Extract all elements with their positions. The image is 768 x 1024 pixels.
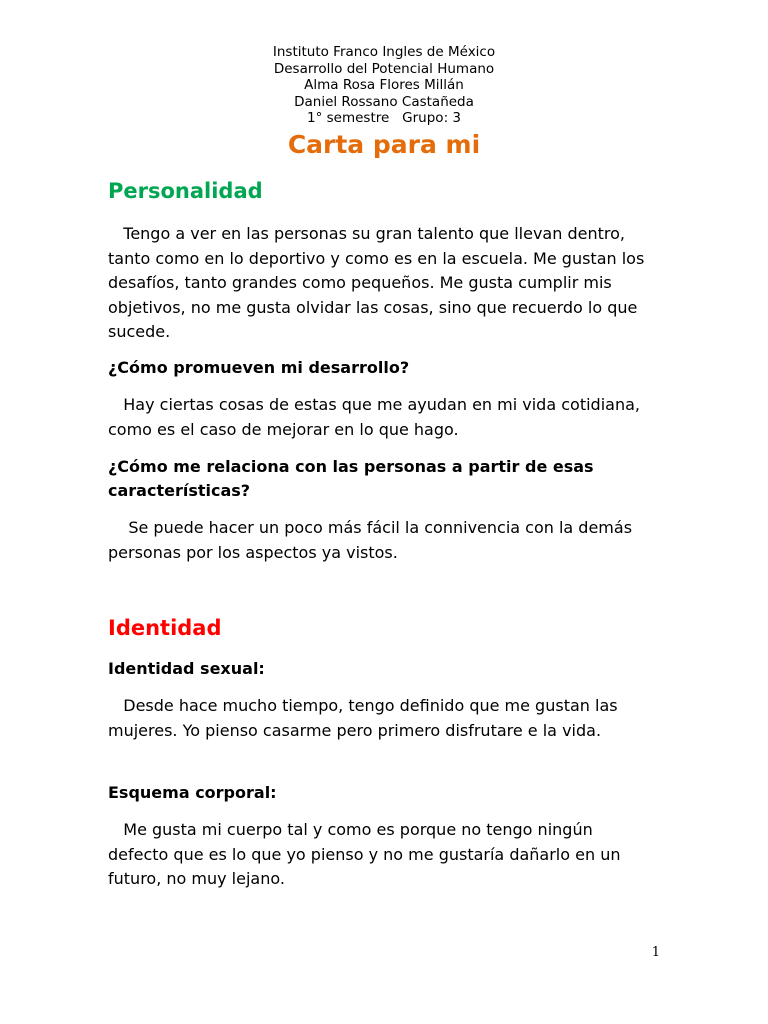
subheading-esquema-corporal: Esquema corporal: (108, 783, 277, 802)
page-number: 1 (651, 945, 660, 960)
student-name: Daniel Rossano Castañeda (294, 93, 474, 110)
question-relaciona: ¿Cómo me relaciona con las personas a partir de esas características? (108, 457, 594, 500)
paragraph-identidad-sexual: Desde hace mucho tiempo, tengo definido que me gustan las mujeres. Yo pienso casarme pero primero disfrutare e la vida. (108, 696, 623, 740)
subheading-identidad-sexual: Identidad sexual: (108, 659, 265, 678)
paragraph-relaciona: Se puede hacer un poco más fácil la connivencia con la demás personas por los aspectos ya vistos. (108, 518, 638, 562)
document-header (0, 44, 768, 127)
paragraph-desarrollo: Hay ciertas cosas de estas que me ayudan en mi vida cotidiana, como es el caso de mejorar en lo que hago. (108, 395, 646, 439)
institution-name: Instituto Franco Ingles de México (272, 44, 496, 60)
question-desarrollo: ¿Cómo promueven mi desarrollo? (108, 358, 410, 377)
section-heading-identidad: Identidad (108, 616, 222, 640)
semester-group: 1° semestre Grupo: 3 (306, 110, 461, 126)
paragraph-personalidad-intro: Tengo a ver en las personas su gran talento que llevan dentro, tanto como en lo deportivo y como es en la escuela. Me gustan los desafíos, tanto grandes como pequeños. Me gusta cumplir mis objetivos, no me gusta olvidar las cosas, sino que recuerdo lo que sucede. (108, 224, 650, 341)
course-name: Desarrollo del Potencial Humano (273, 60, 495, 77)
section-heading-personalidad: Personalidad (108, 179, 263, 203)
teacher-name: Alma Rosa Flores Millán (304, 77, 464, 93)
paragraph-esquema-corporal: Me gusta mi cuerpo tal y como es porque no tengo ningún defecto que es lo que yo pienso y no me gustaría dañarlo en un futuro, no muy lejano. (108, 820, 626, 888)
document-title: Carta para mi (287, 130, 481, 159)
